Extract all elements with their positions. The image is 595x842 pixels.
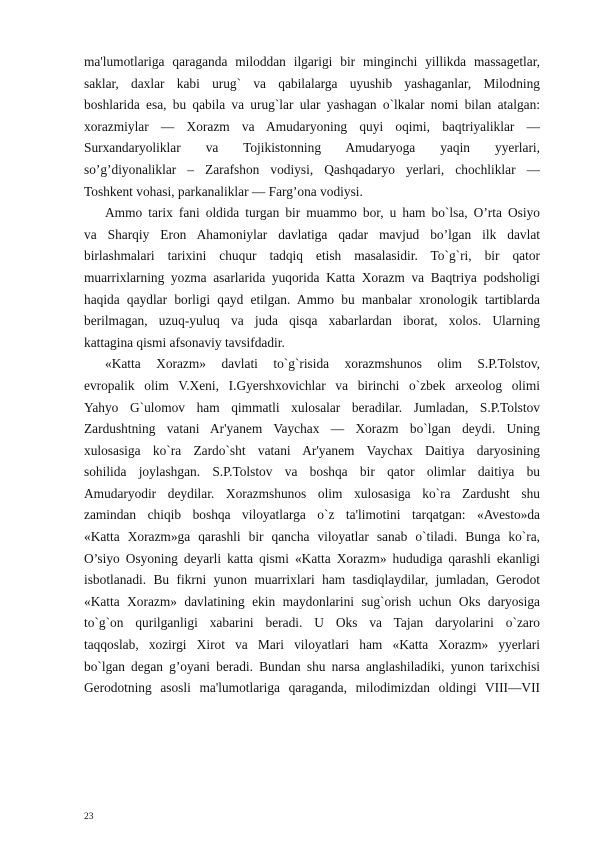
text-line: bo`lgan degan g’oyani beradi. Bundan shu narsa anglashiladiki, yunon tarixchisi	[84, 658, 540, 674]
text-line: so’g’diyonaliklar – Zarafshon vodiysi, Qashqadaryo yerlari, chochliklar —	[84, 161, 540, 177]
text-line: to`g`on qurilganligi xabarini beradi. U Oks va Tajan daryolarini o`zaro	[84, 615, 540, 631]
text-line: kattagina qismi afsonaviy tavsifdadir.	[84, 334, 285, 350]
text-line: muarrixlarning yozma asarlarida yuqorida Katta Xorazm va Baqtriya podsholigi	[84, 269, 540, 285]
text-line: O’siyo Osyoning deyarli katta qismi «Katta Xorazm» hududiga qarashli ekanligi	[84, 550, 540, 566]
text-line: Ammo tarix fani oldida turgan bir muammo bor, u ham bo`lsa, O’rta Osiyo	[105, 205, 540, 221]
text-line: «Katta Xorazm»ga qarashli bir qancha viloyatlar sanab o`tiladi. Bunga ko`ra,	[84, 529, 540, 545]
text-line: Amudaryodir deydilar. Xorazmshunos olim xulosasiga ko`ra Zardusht shu	[84, 485, 540, 501]
text-line: taqqoslab, xozirgi Xirot va Mari viloyatlari ham «Katta Xorazm» yyerlari	[84, 637, 540, 653]
text-line: isbotlanadi. Bu fikrni yunon muarrixlari ham tasdiqlaydilar, jumladan, Gerodot	[84, 572, 540, 588]
page-number: 23	[84, 812, 94, 822]
text-line: xorazmiylar — Xorazm va Amudaryoning quyi oqimi, baqtriyaliklar —	[84, 118, 540, 134]
text-line: xulosasiga ko`ra Zardo`sht vatani Ar'yanem Vaychax Daitiya daryosining	[84, 442, 540, 458]
text-line: birlashmalari tarixini chuqur tadqiq etish masalasidir. To`g`ri, bir qator	[84, 248, 540, 264]
text-line: «Katta Xorazm» davlatining ekin maydonlarini sug`orish uchun Oks daryosiga	[84, 593, 540, 609]
text-line: Yahyo G`ulomov ham qimmatli xulosalar beradilar. Jumladan, S.P.Tolstov	[84, 399, 540, 415]
text-line: Toshkent vohasi, parkanaliklar — Farg’ona vodiysi.	[84, 183, 363, 199]
text-line: Zardushtning vatani Ar'yanem Vaychax — Xorazm bo`lgan deydi. Uning	[84, 421, 540, 437]
paragraph-2	[84, 202, 540, 353]
document-page	[84, 51, 540, 699]
text-line: berilmagan, uzuq-yuluq va juda qisqa xabarlardan iborat, xolos. Ularning	[84, 313, 540, 329]
paragraph-1	[84, 51, 540, 202]
text-line: «Katta Xorazm» davlati to`g`risida xorazmshunos olim S.P.Tolstov,	[105, 356, 540, 372]
text-line: va Sharqiy Eron Ahamoniylar davlatiga qadar mavjud bo’lgan ilk davlat	[84, 226, 540, 242]
text-line: ma'lumotlariga qaraganda miloddan ilgarigi bir minginchi yillikda massagetlar,	[84, 54, 540, 69]
text-line: saklar, daxlar kabi urug` va qabilalarga uyushib yashaganlar, Milodning	[84, 75, 540, 91]
text-line: Surxandaryoliklar va Tojikistonning Amudaryoga yaqin yyerlari,	[84, 140, 540, 156]
text-line: boshlarida esa, bu qabila va urug`lar ular yashagan o`lkalar nomi bilan atalgan:	[84, 97, 540, 113]
text-line: haqida qaydlar borligi qayd etilgan. Ammo bu manbalar xronologik tartiblarda	[84, 291, 540, 307]
paragraph-3	[84, 353, 540, 699]
text-line: sohilida joylashgan. S.P.Tolstov va boshqa bir qator olimlar daitiya bu	[84, 464, 540, 480]
text-line: Gerodotning asosli ma'lumotlariga qaraganda, milodimizdan oldingi VIII—VII	[84, 680, 540, 696]
text-line: evropalik olim V.Xeni, I.Gyershxovichlar va birinchi o`zbek arxeolog olimi	[84, 377, 540, 393]
text-line: zamindan chiqib boshqa viloyatlarga o`z ta'limotini tarqatgan: «Avesto»da	[84, 507, 540, 523]
